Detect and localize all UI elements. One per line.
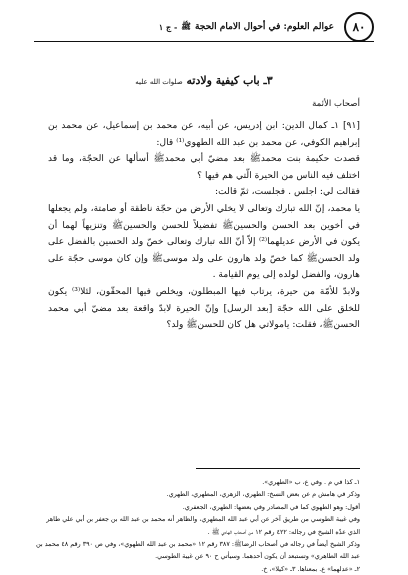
chapter-title: ٣ـ باب كيفية ولادته [186,74,273,87]
paragraph: ولابدّ للأمّة من حيرة، يرتاب فيها المبطلون، ويخلص فيها المحقّون، لئلا⁽³⁾ يكون للخلق على الله حجّة [بعد الرسل] وإنّ الحيرة لابدّ واقعة بعد مضيّ أبي محمد الحسنﷺ، فقلت: يامولاتي هل كان للحسنﷺ ولد؟ [48,285,360,331]
footnote: وذكر في هامش م عن بعض النسخ: الطهري، الزهري، المطهري، الطهري. [166,490,360,499]
running-header [34,14,374,40]
footnote: أقول: وهو الطهوي كما في المصادر وفي بعضها: الطهري، الجعفري. [182,502,360,511]
section-label: أصحاب الأئمة [312,99,360,109]
chapter-blessing: صلوات الله عليه [135,78,183,86]
header-volume: - ج ١ [158,22,178,32]
paragraph: فقالت لي: اجلس . فجلست، ثمّ قالت: [215,186,360,198]
paragraph: [٩١] ١ـ كمال الدين: ابن إدريس، عن أبيه، عن محمد بن إسماعيل، عن محمد بن إبراهيم الكوفي، عن محمد بن عبد الله الطهوي⁽¹⁾ قال: [48,120,360,148]
header-ornament: ﷺ [181,21,191,31]
chapter-heading [0,74,408,87]
paragraph: يا محمد، إنّ الله تبارك وتعالى لا يخلي الأرض من حجّة ناطقة أو صامتة، ولم يجعلها في أخوين بعد الحسن والحسينﷺ تفضيلاً للحسن والحسينﷺ وتنزيهاً لهما أن يكون في الأرض عديلهما⁽²⁾ إلاّ أنّ الله تبارك وتعالى خصّ ولد الحسين بالفضل على ولد الحسنﷺ كما خصّ ولد هارون على ولد موسىﷺ وإن كان موسى حجّة على هارون، والفضل لولده إلى يوم القيامة . [48,202,360,281]
footnote: وذكر الشيخ أيضاً في رجاله في أصحاب الرضاﷺ: ٣٨٧ رقم ١٢ «محمد بن عبد الله الطهوي»، وفي ص ٣٩٠ رقم ٤٨ محمد بن عبد الله الطاهري» وتستبعد أن يكون أحدهما. وسيأتي ح ٩٠ عن غيبة الطوسي. [36,540,360,561]
footnote: ٢ـ «عدلهما» ع. بمعناها. ٣ـ «كيلا»، خ. [261,564,360,573]
paragraph: قصدت حكيمة بنت محمدﷺ بعد مضيّ أبي محمدﷺ أسألها عن الحجّة، وما قد اختلف فيه الناس من الحيرة الّتي هم فيها ؟ [48,153,360,181]
header-title: عوالم العلوم: في أحوال الامام الحجة [194,22,334,32]
page-number: ٨٠ [344,12,374,42]
footnote: ١ـ كذا في م . وفي ع، ب «الطهري». [262,478,360,486]
header-rule [34,41,374,42]
footnotes [36,476,360,575]
footnote: وفي غيبة الطوسي من طريق آخر عن أبي عبد الله المطهري، والظاهر أنه محمد بن عبد الله بن جعفر بن أبي علي طاهر الذي عدّه الشيخ في رجاله: ٤٢٢ رقم ١٢ من أصحاب الهادي ﷺ . [46,515,360,536]
footnote-rule [196,468,360,469]
body-text [48,118,360,334]
